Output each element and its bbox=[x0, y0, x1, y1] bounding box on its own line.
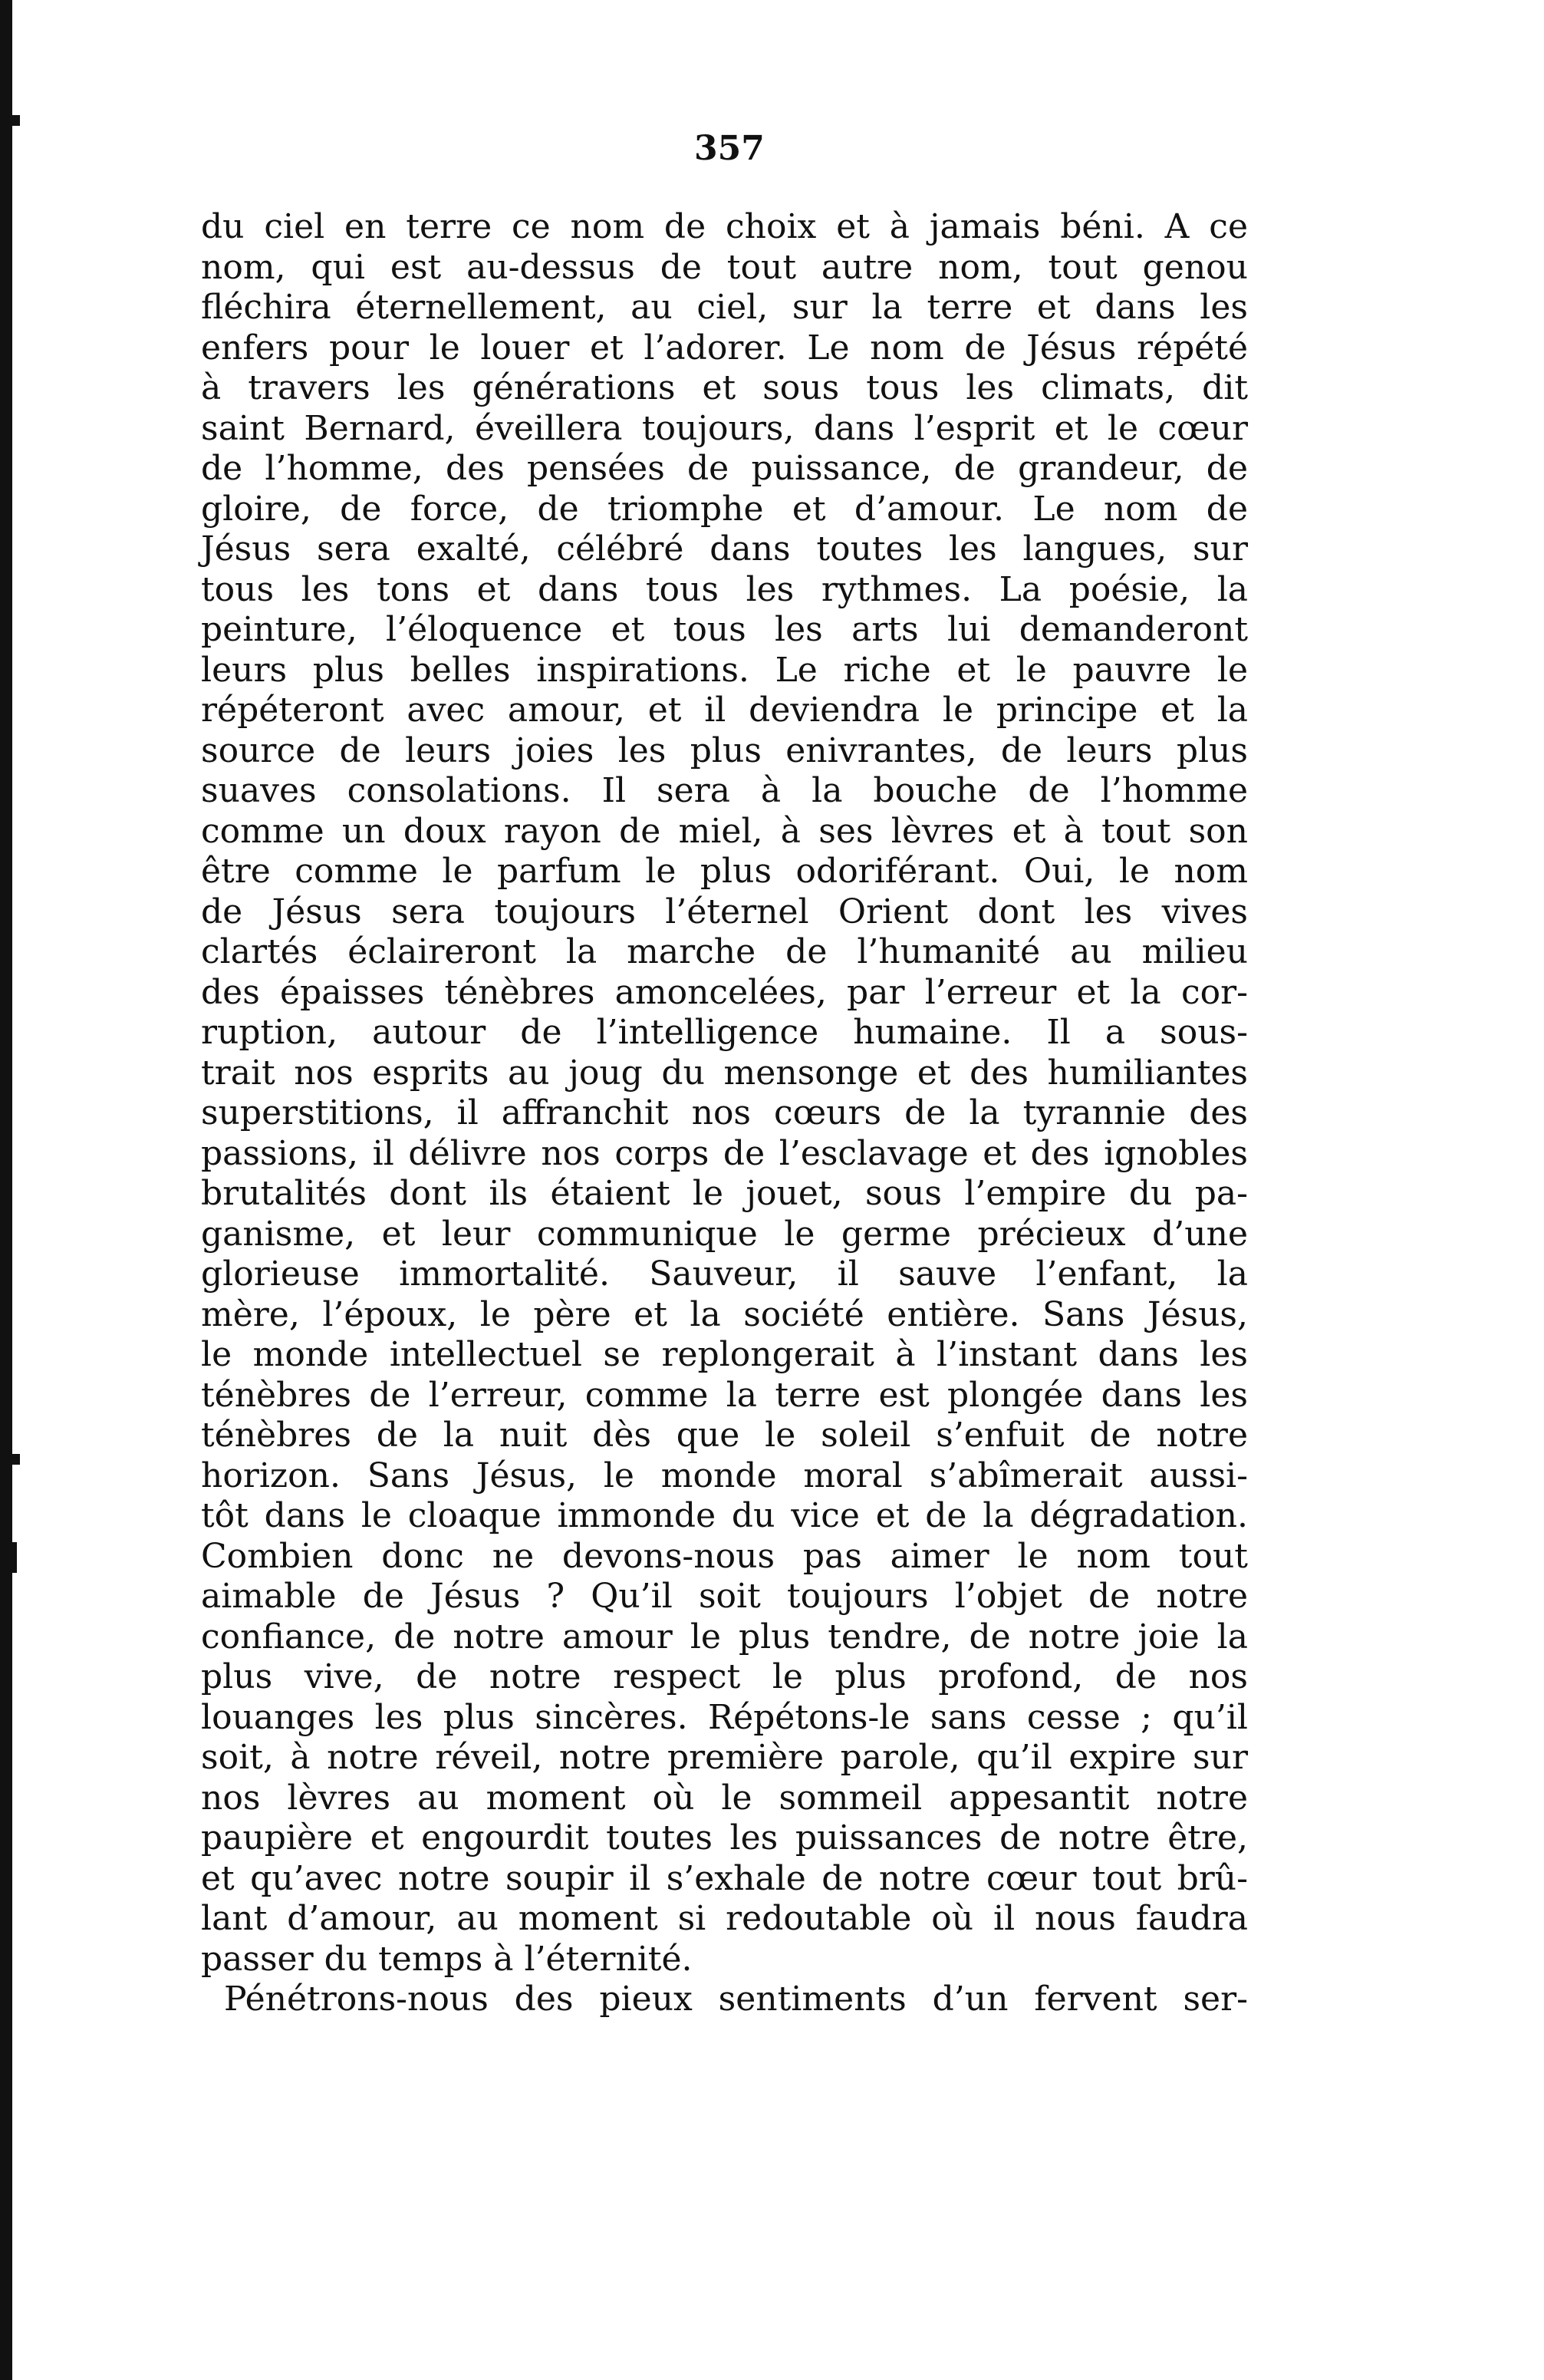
binding-edge bbox=[0, 0, 12, 2380]
text-line: Pénétrons-nous des pieux sentiments d’un fervent ser- bbox=[224, 1979, 1248, 2019]
text-line: aimable de Jésus ? Qu’il soit toujours l’objet de notre bbox=[201, 1577, 1248, 1616]
text-line: à travers les générations et sous tous les climats, dit bbox=[201, 368, 1248, 407]
text-line: répéteront avec amour, et il deviendra le principe et la bbox=[201, 691, 1248, 730]
text-line: de Jésus sera toujours l’éternel Orient dont les vives bbox=[201, 892, 1248, 931]
binding-mark bbox=[12, 115, 20, 126]
text-line: fléchira éternellement, au ciel, sur la terre et dans les bbox=[201, 288, 1248, 327]
text-line: le monde intellectuel se replongerait à l’instant dans les bbox=[201, 1335, 1248, 1374]
text-line: ganisme, et leur communique le germe précieux d’une bbox=[201, 1214, 1248, 1254]
text-line: lant d’amour, au moment si redoutable où il nous faudra bbox=[201, 1899, 1248, 1938]
text-line: confiance, de notre amour le plus tendre, de notre joie la bbox=[201, 1617, 1248, 1656]
body-text bbox=[201, 207, 1248, 2020]
text-line: nom, qui est au-dessus de tout autre nom, tout genou bbox=[201, 247, 1248, 287]
text-line: gloire, de force, de triomphe et d’amour. Le nom de bbox=[201, 489, 1248, 529]
text-line: des épaisses ténèbres amoncelées, par l’erreur et la cor- bbox=[201, 972, 1248, 1012]
text-line: et qu’avec notre soupir il s’exhale de notre cœur tout brû- bbox=[201, 1858, 1248, 1898]
text-line: ténèbres de l’erreur, comme la terre est plongée dans les bbox=[201, 1375, 1248, 1415]
text-line: ruption, autour de l’intelligence humaine. Il a sous- bbox=[201, 1013, 1248, 1052]
text-line: Jésus sera exalté, célébré dans toutes les langues, sur bbox=[201, 529, 1248, 569]
text-line: passer du temps à l’éternité. bbox=[201, 1939, 693, 1979]
text-line: nos lèvres au moment où le sommeil appesantit notre bbox=[201, 1778, 1248, 1818]
text-line: peinture, l’éloquence et tous les arts lui demanderont bbox=[201, 610, 1248, 649]
text-line: clartés éclaireront la marche de l’humanité au milieu bbox=[201, 932, 1248, 971]
text-line: Combien donc ne devons-nous pas aimer le nom tout bbox=[201, 1536, 1248, 1576]
text-line: de l’homme, des pensées de puissance, de grandeur, de bbox=[201, 449, 1248, 488]
text-line: glorieuse immortalité. Sauveur, il sauve l’enfant, la bbox=[201, 1254, 1248, 1294]
text-line: mère, l’époux, le père et la société entière. Sans Jésus, bbox=[201, 1294, 1248, 1334]
text-line: soit, à notre réveil, notre première parole, qu’il expire sur bbox=[201, 1738, 1248, 1777]
text-line: leurs plus belles inspirations. Le riche et le pauvre le bbox=[201, 650, 1248, 690]
text-line: horizon. Sans Jésus, le monde moral s’abîmerait aussi- bbox=[201, 1455, 1248, 1495]
text-line: trait nos esprits au joug du mensonge et des humiliantes bbox=[201, 1053, 1248, 1093]
text-line: comme un doux rayon de miel, à ses lèvres et à tout son bbox=[201, 811, 1248, 851]
binding-mark bbox=[12, 1542, 17, 1573]
text-line: paupière et engourdit toutes les puissances de notre être, bbox=[201, 1818, 1248, 1858]
text-line: du ciel en terre ce nom de choix et à jamais béni. A ce bbox=[201, 207, 1248, 246]
text-line: louanges les plus sincères. Répétons-le sans cesse ; qu’il bbox=[201, 1697, 1248, 1737]
text-line: suaves consolations. Il sera à la bouche de l’homme bbox=[201, 771, 1248, 810]
text-line: enfers pour le louer et l’adorer. Le nom de Jésus répété bbox=[201, 328, 1248, 368]
text-line: source de leurs joies les plus enivrantes, de leurs plus bbox=[201, 730, 1248, 770]
text-line: saint Bernard, éveillera toujours, dans l’esprit et le cœur bbox=[201, 408, 1248, 448]
text-line: brutalités dont ils étaient le jouet, sous l’empire du pa- bbox=[201, 1174, 1248, 1213]
text-line: ténèbres de la nuit dès que le soleil s’enfuit de notre bbox=[201, 1416, 1248, 1455]
binding-mark bbox=[12, 1454, 20, 1465]
text-line: tôt dans le cloaque immonde du vice et de la dégradation. bbox=[201, 1496, 1248, 1535]
text-line: superstitions, il affranchit nos cœurs de la tyrannie des bbox=[201, 1093, 1248, 1132]
text-line: tous les tons et dans tous les rythmes. La poésie, la bbox=[201, 569, 1248, 609]
text-line: plus vive, de notre respect le plus profond, de nos bbox=[201, 1657, 1248, 1696]
page-number: 357 bbox=[694, 129, 765, 168]
text-line: passions, il délivre nos corps de l’esclavage et des ignobles bbox=[201, 1133, 1248, 1173]
text-line: être comme le parfum le plus odoriférant. Oui, le nom bbox=[201, 852, 1248, 891]
